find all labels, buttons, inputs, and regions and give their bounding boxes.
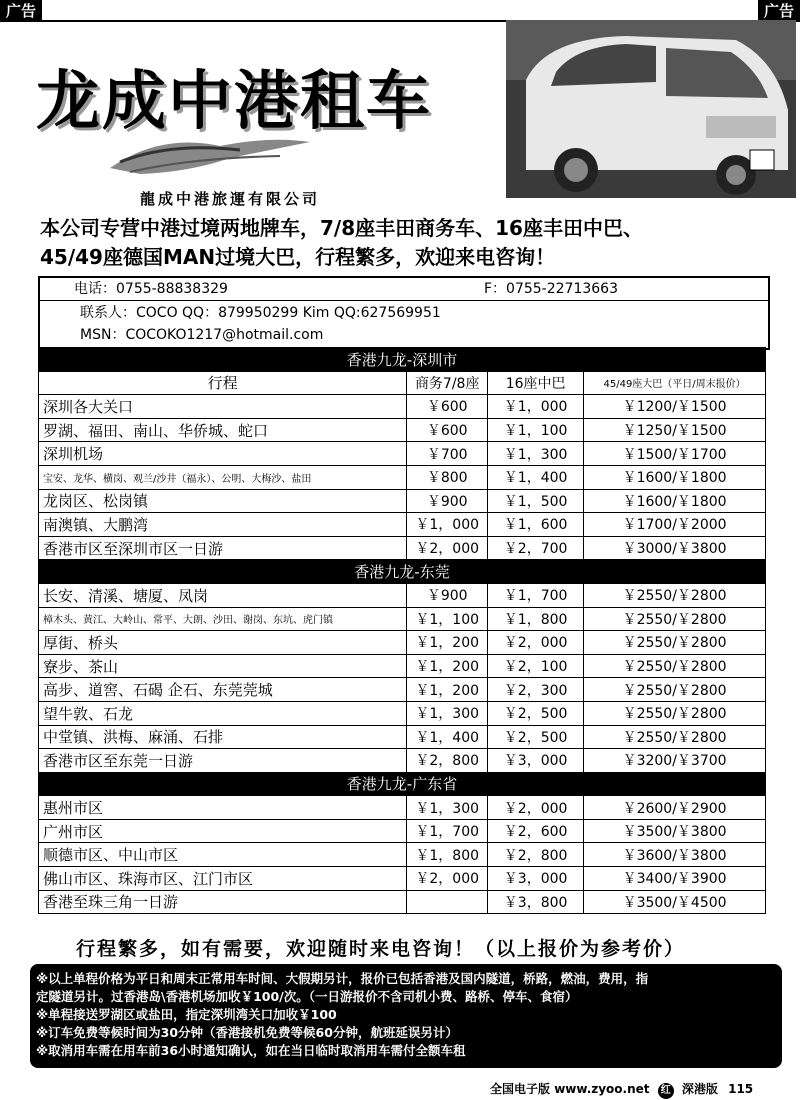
- price-cell: ￥1，200: [407, 654, 488, 678]
- price-cell: ￥3，000: [488, 749, 584, 773]
- slogan: 行程繁多，如有需要，欢迎随时来电咨询！（以上报价为参考价）: [76, 938, 686, 960]
- route-cell: 厚街、桥头: [39, 631, 407, 655]
- price-cell: ￥2，800: [407, 749, 488, 773]
- table-row: [39, 536, 766, 560]
- table-row: [39, 583, 766, 607]
- table-row: [39, 819, 766, 843]
- price-cell: ￥2550/￥2800: [584, 631, 766, 655]
- price-cell: ￥2，000: [488, 631, 584, 655]
- price-cell: ￥1，100: [488, 418, 584, 442]
- table-row: [39, 749, 766, 773]
- note-line: ※单程接送罗湖区或盐田，指定深圳湾关口加收￥100: [36, 1007, 337, 1022]
- notes-box: [30, 964, 782, 1068]
- price-cell: ￥1，300: [488, 442, 584, 466]
- ad-tag-left: 广告: [0, 0, 42, 22]
- header-route: 行程: [39, 371, 407, 395]
- price-cell: ￥1，300: [407, 796, 488, 820]
- table-row: [39, 678, 766, 702]
- route-cell: 樟木头、黄江、大岭山、常平、大朗、沙田、谢岗、东坑、虎门镇: [39, 607, 407, 631]
- price-cell: ￥3，000: [488, 867, 584, 891]
- section-title: 香港九龙-东莞: [39, 560, 766, 584]
- note-line: ※取消用车需在用车前36小时通知确认，如在当日临时取消用车需付全额车租: [36, 1043, 466, 1058]
- price-cell: ￥1200/￥1500: [584, 395, 766, 419]
- table-row: [39, 465, 766, 489]
- price-cell: ￥2，000: [407, 867, 488, 891]
- table-row: [39, 843, 766, 867]
- phone-number: 电话：0755-88838329: [74, 281, 228, 297]
- intro-line-2: 45/49座德国MAN过境大巴，行程繁多，欢迎来电咨询！: [40, 245, 556, 269]
- price-cell: ￥600: [407, 418, 488, 442]
- table-row: [39, 654, 766, 678]
- table-row: [39, 489, 766, 513]
- route-cell: 香港至珠三角一日游: [39, 890, 407, 914]
- table-row: [39, 418, 766, 442]
- route-cell: 香港市区至深圳市区一日游: [39, 536, 407, 560]
- price-cell: ￥2，500: [488, 725, 584, 749]
- price-cell: ￥1，400: [488, 465, 584, 489]
- price-cell: ￥2550/￥2800: [584, 725, 766, 749]
- price-cell: ￥2600/￥2900: [584, 796, 766, 820]
- price-cell: ￥3400/￥3900: [584, 867, 766, 891]
- company-name: 龍成中港旅運有限公司: [140, 190, 321, 208]
- price-cell: ￥2550/￥2800: [584, 583, 766, 607]
- price-cell: ￥2，000: [488, 796, 584, 820]
- price-table: [38, 347, 766, 914]
- route-cell: 深圳各大关口: [39, 395, 407, 419]
- route-cell: 深圳机场: [39, 442, 407, 466]
- page-title: 龙成中港租车: [36, 65, 432, 139]
- price-cell: ￥1，800: [488, 607, 584, 631]
- price-cell: ￥2，300: [488, 678, 584, 702]
- route-cell: 顺德市区、中山市区: [39, 843, 407, 867]
- price-cell: ￥900: [407, 489, 488, 513]
- price-cell: ￥3500/￥4500: [584, 890, 766, 914]
- price-cell: ￥2，800: [488, 843, 584, 867]
- table-header: [39, 371, 766, 395]
- price-cell: ￥1，800: [407, 843, 488, 867]
- price-cell: ￥3600/￥3800: [584, 843, 766, 867]
- contact-person: [40, 302, 768, 324]
- price-cell: ￥2，500: [488, 701, 584, 725]
- price-cell: ￥1，200: [407, 678, 488, 702]
- header-45-49-seat: 45/49座大巴（平日/周末报价）: [584, 371, 766, 395]
- price-cell: ￥1600/￥1800: [584, 465, 766, 489]
- note-line: 定隧道另计。过香港岛\香港机场加收￥100/次。（一日游报价不含司机小费、路桥、停车、食宿）: [36, 989, 578, 1004]
- fax-number: F：0755-22713663: [484, 281, 618, 297]
- price-cell: [407, 890, 488, 914]
- route-cell: 龙岗区、松岗镇: [39, 489, 407, 513]
- msn-address: MSN：COCOKO1217@hotmail.com: [80, 327, 324, 343]
- van-photo: [506, 20, 796, 198]
- price-cell: ￥2550/￥2800: [584, 654, 766, 678]
- price-cell: ￥1，200: [407, 631, 488, 655]
- price-cell: ￥1，600: [488, 513, 584, 537]
- price-cell: ￥800: [407, 465, 488, 489]
- table-row: [39, 442, 766, 466]
- header-7-8-seat: 商务7/8座: [407, 371, 488, 395]
- route-cell: 望牛敦、石龙: [39, 701, 407, 725]
- route-cell: 宝安、龙华、横岗、观兰/沙井（福永）、公明、大梅沙、盐田: [39, 465, 407, 489]
- table-row: [39, 725, 766, 749]
- route-cell: 惠州市区: [39, 796, 407, 820]
- route-cell: 香港市区至东莞一日游: [39, 749, 407, 773]
- price-cell: ￥2550/￥2800: [584, 607, 766, 631]
- table-row: [39, 607, 766, 631]
- header-16-seat: 16座中巴: [488, 371, 584, 395]
- price-cell: ￥1，000: [488, 395, 584, 419]
- price-cell: ￥1，300: [407, 701, 488, 725]
- route-cell: 寮步、茶山: [39, 654, 407, 678]
- price-cell: ￥1250/￥1500: [584, 418, 766, 442]
- table-row: [39, 890, 766, 914]
- price-cell: ￥1，100: [407, 607, 488, 631]
- price-cell: ￥3000/￥3800: [584, 536, 766, 560]
- table-row: [39, 395, 766, 419]
- section-title: 香港九龙-深圳市: [39, 348, 766, 372]
- contact-row-phone: [40, 278, 768, 301]
- contact-msn: [40, 324, 768, 346]
- price-cell: ￥1500/￥1700: [584, 442, 766, 466]
- table-row: [39, 796, 766, 820]
- price-cell: ￥3500/￥3800: [584, 819, 766, 843]
- route-cell: 中堂镇、洪梅、麻涌、石排: [39, 725, 407, 749]
- price-cell: ￥2，700: [488, 536, 584, 560]
- ad-tag-right: 广告: [758, 0, 800, 22]
- price-cell: ￥600: [407, 395, 488, 419]
- note-line: ※以上单程价格为平日和周末正常用车时间、大假期另计，报价已包括香港及国内隧道，桥路，燃油，费用，指: [36, 971, 649, 986]
- footer-site: www.zyoo.net: [554, 1082, 650, 1096]
- page-footer: [490, 1080, 753, 1099]
- footer-region: 深港版: [681, 1082, 718, 1096]
- price-cell: ￥1，400: [407, 725, 488, 749]
- price-cell: ￥2，000: [407, 536, 488, 560]
- route-cell: 广州市区: [39, 819, 407, 843]
- page-number: 115: [728, 1082, 754, 1096]
- price-cell: ￥1600/￥1800: [584, 489, 766, 513]
- table-row: [39, 513, 766, 537]
- company-logo-image: [100, 128, 320, 188]
- table-row: [39, 867, 766, 891]
- route-cell: 佛山市区、珠海市区、江门市区: [39, 867, 407, 891]
- price-cell: ￥1，700: [488, 583, 584, 607]
- price-cell: ￥2，100: [488, 654, 584, 678]
- price-cell: ￥3，800: [488, 890, 584, 914]
- price-cell: ￥2，600: [488, 819, 584, 843]
- price-cell: ￥1，700: [407, 819, 488, 843]
- price-cell: ￥2550/￥2800: [584, 678, 766, 702]
- note-line: ※订车免费等候时间为30分钟（香港接机免费等候60分钟，航班延误另计）: [36, 1025, 458, 1040]
- table-row: [39, 701, 766, 725]
- footer-badge-icon: 红: [658, 1083, 674, 1099]
- price-cell: ￥900: [407, 583, 488, 607]
- section-title: 香港九龙-广东省: [39, 772, 766, 796]
- price-cell: ￥1，500: [488, 489, 584, 513]
- route-cell: 高步、道窖、石碣 企石、东莞莞城: [39, 678, 407, 702]
- intro-text: [40, 214, 800, 272]
- route-cell: 南澳镇、大鹏湾: [39, 513, 407, 537]
- intro-line-1: 本公司专营中港过境两地牌车，7/8座丰田商务车、16座丰田中巴、: [40, 216, 643, 240]
- price-cell: ￥700: [407, 442, 488, 466]
- price-cell: ￥1700/￥2000: [584, 513, 766, 537]
- route-cell: 罗湖、福田、南山、华侨城、蛇口: [39, 418, 407, 442]
- price-cell: ￥1，000: [407, 513, 488, 537]
- contact-box: [38, 276, 770, 350]
- table-row: [39, 631, 766, 655]
- price-cell: ￥3200/￥3700: [584, 749, 766, 773]
- contact-person-text: 联系人：COCO QQ：879950299 Kim QQ:627569951: [80, 305, 441, 321]
- price-cell: ￥2550/￥2800: [584, 701, 766, 725]
- footer-edition: 全国电子版: [490, 1082, 551, 1096]
- route-cell: 长安、清溪、塘厦、凤岗: [39, 583, 407, 607]
